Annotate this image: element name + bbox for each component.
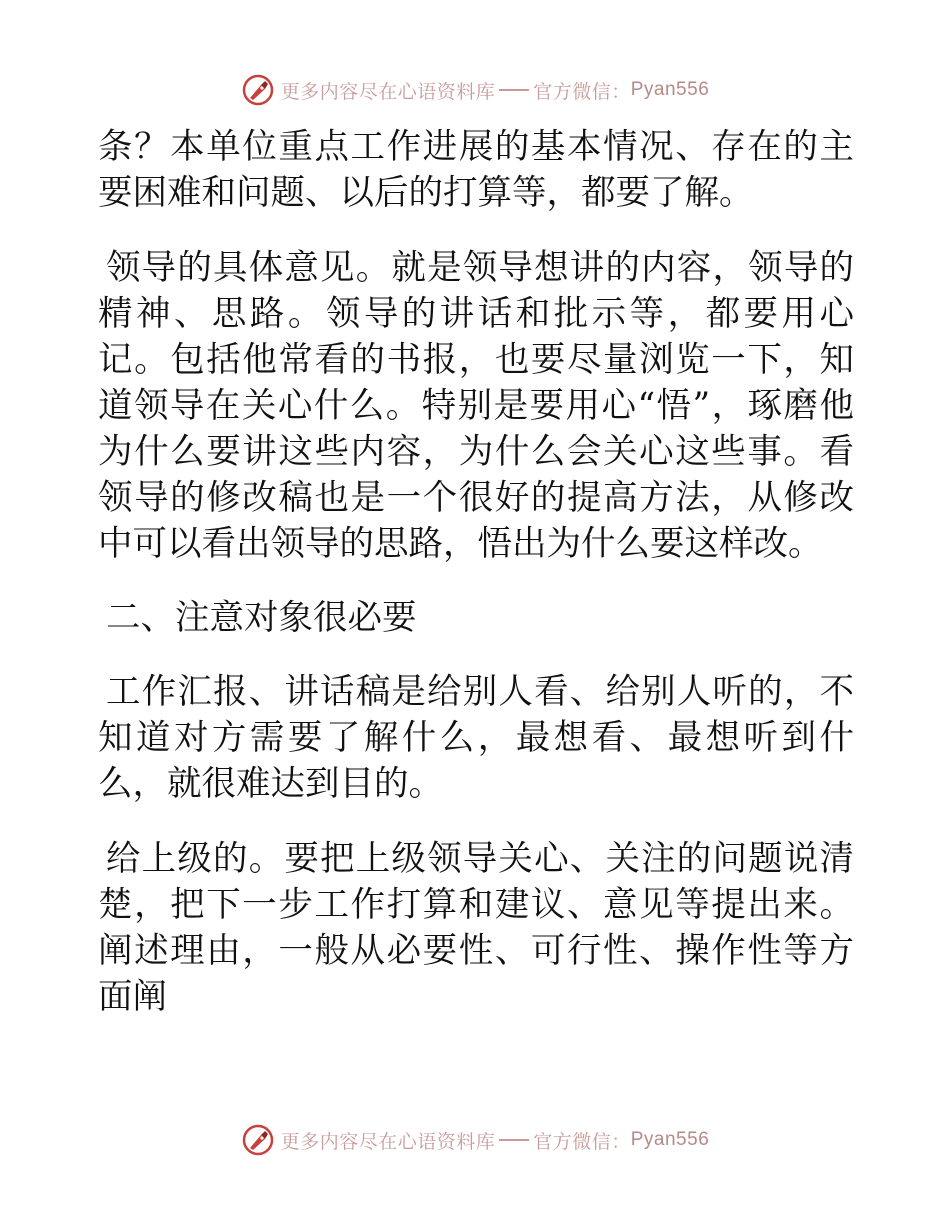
header-watermark bbox=[0, 70, 950, 110]
watermark-main-text: 更多内容尽在心语资料库 bbox=[280, 80, 496, 103]
paragraph-1: 条？本单位重点工作进展的基本情况、存在的主要困难和问题、以后的打算等，都要了解。 bbox=[98, 127, 854, 213]
footer-watermark bbox=[0, 1120, 950, 1160]
section-heading: 二、注意对象很必要 bbox=[106, 598, 417, 638]
watermark-main-text: 更多内容尽在心语资料库 bbox=[280, 1130, 496, 1153]
watermark-separator bbox=[499, 1139, 529, 1141]
paragraph-4: 给上级的。要把上级领导关心、关注的问题说清楚，把下一步工作打算和建议、意见等提出来。阐述理由，一般从必要性、可行性、操作性等方面阐 bbox=[98, 839, 854, 1017]
pen-nib-circle-icon bbox=[241, 73, 275, 107]
paragraph-2: 领导的具体意见。就是领导想讲的内容，领导的精神、思路。领导的讲话和批示等，都要用心记。包括他常看的书报，也要尽量浏览一下，知道领导在关心什么。特别是要用心“悟”，琢磨他为什么要讲这些内容，为什么会关心这些事。看领导的修改稿也是一个很好的提高方法，从修改中可以看出领导的思路，悟出为什么要这样改。 bbox=[98, 248, 854, 564]
paragraph-3: 工作汇报、讲话稿是给别人看、给别人听的，不知道对方需要了解什么，最想看、最想听到什么，就很难达到目的。 bbox=[98, 672, 854, 804]
watermark-sub-text: 官方微信： bbox=[533, 80, 631, 103]
watermark-handle: Pyan556 bbox=[630, 1129, 710, 1150]
watermark-sub-text: 官方微信： bbox=[533, 1130, 631, 1153]
document-body bbox=[98, 124, 854, 1020]
pen-nib-circle-icon bbox=[241, 1123, 275, 1157]
watermark-handle: Pyan556 bbox=[630, 79, 710, 100]
watermark-separator bbox=[499, 89, 529, 91]
